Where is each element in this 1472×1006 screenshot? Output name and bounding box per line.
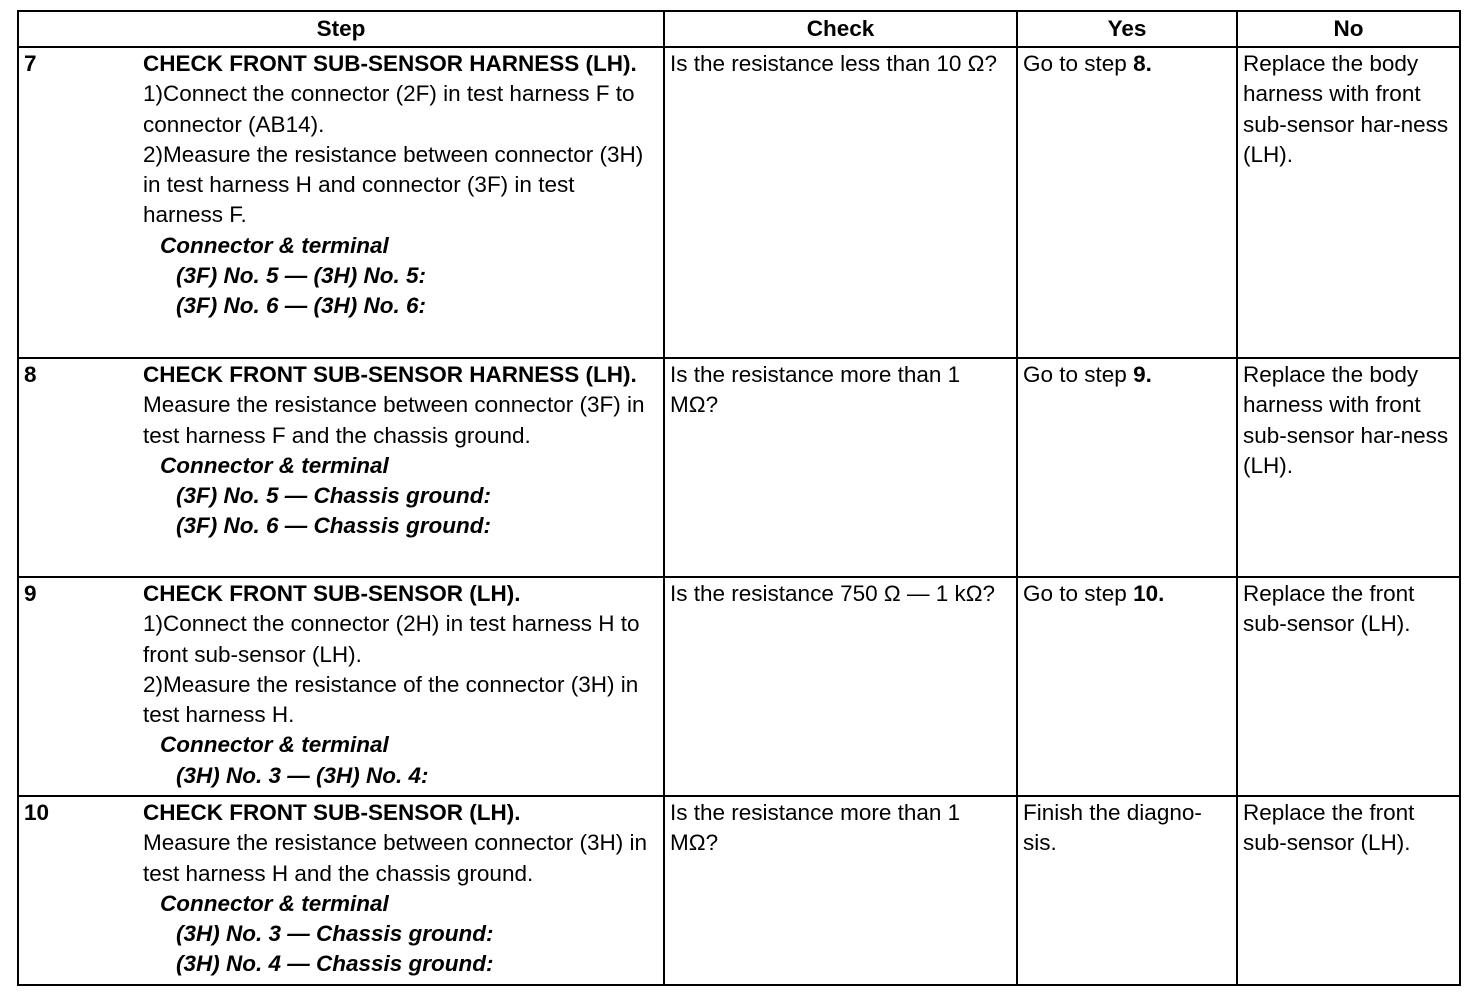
step-number: 7 [24, 51, 37, 76]
connector-terminal-item: (3F) No. 5 — Chassis ground: [176, 483, 492, 509]
yes-text: Finish the diagno-sis. [1023, 800, 1202, 856]
connector-terminal-heading: Connector & terminal [160, 232, 389, 258]
step-body [143, 579, 659, 730]
step-cell [18, 577, 664, 796]
yes-step-ref: 9. [1133, 362, 1152, 387]
step-title: CHECK FRONT SUB-SENSOR HARNESS (LH). [143, 51, 637, 76]
connector-terminal-item: (3F) No. 6 — (3H) No. 6: [176, 293, 427, 319]
check-cell: Is the resistance more than 1 MΩ? [664, 358, 1017, 577]
step-number: 8 [24, 362, 37, 387]
connector-terminal-item: (3H) No. 3 — (3H) No. 4: [176, 762, 429, 788]
check-cell: Is the resistance 750 Ω — 1 kΩ? [664, 577, 1017, 796]
yes-cell [1017, 47, 1237, 358]
step-title: CHECK FRONT SUB-SENSOR (LH). [143, 581, 521, 606]
step-title: CHECK FRONT SUB-SENSOR HARNESS (LH). [143, 362, 637, 387]
step-instruction: Measure the resistance between connector (3H) in test harness H and the chassis ground. [143, 830, 648, 886]
yes-step-ref: 10. [1133, 581, 1165, 606]
step-cell [18, 796, 664, 985]
step-number: 9 [24, 581, 37, 606]
yes-cell [1017, 358, 1237, 577]
header-step: Step [18, 11, 664, 47]
table-row-step-9 [18, 577, 1460, 796]
diagnosis-table [17, 10, 1461, 986]
table-header-row [18, 11, 1460, 47]
connector-terminal-item: (3H) No. 4 — Chassis ground: [176, 951, 494, 977]
table-row-step-7 [18, 47, 1460, 358]
step-body [143, 798, 659, 889]
no-cell: Replace the front sub-sensor (LH). [1237, 796, 1460, 985]
check-cell: Is the resistance less than 10 Ω? [664, 47, 1017, 358]
connector-terminal-heading: Connector & terminal [160, 452, 389, 478]
connector-terminal-item: (3H) No. 3 — Chassis ground: [176, 921, 494, 947]
step-body [143, 49, 659, 231]
step-cell [18, 358, 664, 577]
yes-step-ref: 8. [1133, 51, 1152, 76]
step-instruction: 1)Connect the connector (2F) in test harness F to connector (AB14). [143, 81, 635, 137]
step-instruction: 2)Measure the resistance between connector (3H) in test harness H and connector (3F) in test harness F. [143, 141, 644, 228]
header-yes: Yes [1017, 11, 1237, 47]
connector-terminal-heading: Connector & terminal [160, 732, 389, 758]
step-cell [18, 47, 664, 358]
step-instruction: 2)Measure the resistance of the connector (3H) in test harness H. [143, 671, 639, 728]
no-cell: Replace the body harness with front sub-sensor har-ness (LH). [1237, 358, 1460, 577]
yes-cell [1017, 577, 1237, 796]
table-row-step-8 [18, 358, 1460, 577]
yes-text: Go to step [1023, 362, 1134, 387]
header-no: No [1237, 11, 1460, 47]
no-cell: Replace the body harness with front sub-sensor har-ness (LH). [1237, 47, 1460, 358]
step-instruction: 1)Connect the connector (2H) in test harness H to front sub-sensor (LH). [143, 611, 640, 667]
step-number: 10 [24, 800, 50, 825]
step-title: CHECK FRONT SUB-SENSOR (LH). [143, 800, 521, 825]
yes-text: Go to step [1023, 581, 1134, 606]
yes-cell [1017, 796, 1237, 985]
connector-terminal-item: (3F) No. 6 — Chassis ground: [176, 513, 492, 539]
table-row-step-10 [18, 796, 1460, 985]
step-instruction: Measure the resistance between connector (3F) in test harness F and the chassis ground. [143, 392, 645, 448]
check-cell: Is the resistance more than 1 MΩ? [664, 796, 1017, 985]
connector-terminal-heading: Connector & terminal [160, 890, 389, 916]
step-body [143, 360, 659, 451]
header-check: Check [664, 11, 1017, 47]
yes-text: Go to step [1023, 51, 1134, 76]
connector-terminal-item: (3F) No. 5 — (3H) No. 5: [176, 263, 427, 289]
no-cell: Replace the front sub-sensor (LH). [1237, 577, 1460, 796]
